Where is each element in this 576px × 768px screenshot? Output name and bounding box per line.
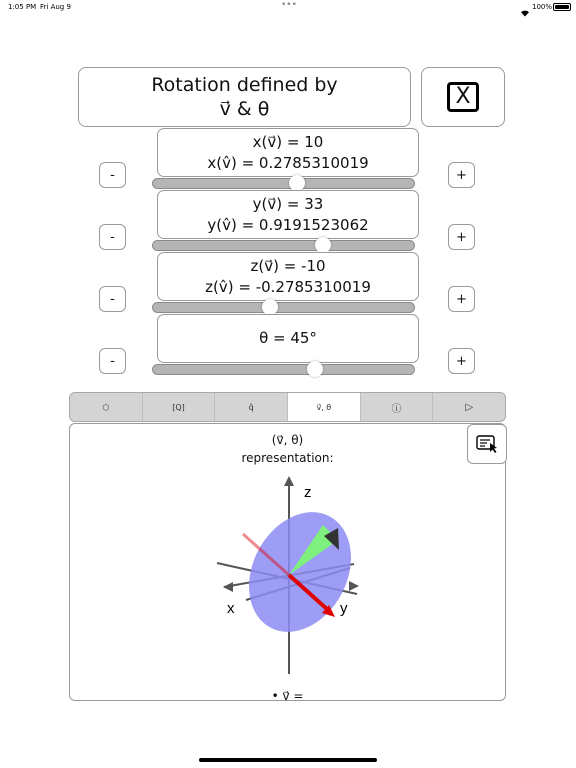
panel-heading-1: (v⃗, θ) bbox=[271, 433, 304, 447]
y-vector-value: y(v⃗) = 33 bbox=[252, 194, 324, 213]
axis-angle-icon: v⃗, θ bbox=[316, 402, 332, 412]
status-time: 1:05 PM bbox=[8, 3, 37, 11]
theta-slider[interactable] bbox=[152, 364, 415, 375]
tab-info[interactable] bbox=[361, 393, 434, 421]
info-icon: ⓘ bbox=[391, 403, 402, 415]
wifi-icon bbox=[520, 2, 530, 10]
representation-panel bbox=[69, 423, 506, 701]
panel-heading-2: representation: bbox=[241, 451, 334, 465]
tab-play[interactable] bbox=[433, 393, 505, 421]
battery-icon bbox=[553, 3, 571, 11]
representation-tab-bar bbox=[69, 392, 506, 422]
y-axis-arrowhead bbox=[349, 581, 359, 591]
x-minus-button[interactable]: - bbox=[99, 162, 126, 188]
y-slider-thumb[interactable] bbox=[315, 237, 331, 253]
play-icon: ▷ bbox=[465, 401, 474, 413]
y-slider[interactable] bbox=[152, 240, 415, 251]
z-unit-value: z(v̂) = -0.2785310019 bbox=[205, 277, 371, 296]
y-axis-label: y bbox=[340, 600, 348, 617]
x-plus-button[interactable]: + bbox=[448, 162, 475, 188]
theta-value-card bbox=[157, 314, 419, 363]
close-icon: X bbox=[447, 82, 479, 112]
z-slider-thumb[interactable] bbox=[262, 299, 278, 315]
z-value-card bbox=[157, 252, 419, 301]
theta-value: θ = 45° bbox=[259, 329, 317, 347]
x-value-card bbox=[157, 128, 419, 177]
battery-percent: 100% bbox=[532, 3, 553, 11]
z-slider[interactable] bbox=[152, 302, 415, 313]
tab-cube[interactable] bbox=[70, 393, 143, 421]
theta-plus-button[interactable]: + bbox=[448, 348, 475, 374]
home-indicator[interactable] bbox=[199, 758, 377, 762]
title-line-1: Rotation defined by bbox=[151, 74, 338, 96]
theta-slider-thumb[interactable] bbox=[307, 361, 323, 377]
x-slider[interactable] bbox=[152, 178, 415, 189]
z-axis-label: z bbox=[304, 484, 312, 501]
y-minus-button[interactable]: - bbox=[99, 224, 126, 250]
rotation-diagram bbox=[70, 424, 507, 702]
y-unit-value: y(v̂) = 0.9191523062 bbox=[207, 215, 369, 234]
x-axis-arrowhead bbox=[223, 582, 233, 592]
close-button[interactable] bbox=[421, 67, 505, 127]
tab-quaternion[interactable] bbox=[215, 393, 288, 421]
x-axis-label: x bbox=[227, 600, 235, 617]
tab-axis-angle[interactable] bbox=[288, 393, 361, 421]
matrix-icon: [Q] bbox=[172, 402, 185, 412]
multitasking-dots[interactable]: ••• bbox=[281, 0, 297, 10]
cube-icon: ⬡ bbox=[102, 402, 110, 412]
vector-footer: • v⃗ = bbox=[271, 689, 304, 703]
title-line-2: v⃗ & θ bbox=[219, 98, 270, 120]
rotation-disc bbox=[229, 494, 371, 649]
z-axis-arrowhead bbox=[284, 476, 294, 486]
z-plus-button[interactable]: + bbox=[448, 286, 475, 312]
x-unit-value: x(v̂) = 0.2785310019 bbox=[207, 153, 369, 172]
y-plus-button[interactable]: + bbox=[448, 224, 475, 250]
tab-matrix[interactable] bbox=[143, 393, 216, 421]
z-vector-value: z(v⃗) = -10 bbox=[250, 256, 326, 275]
theta-minus-button[interactable]: - bbox=[99, 348, 126, 374]
x-slider-thumb[interactable] bbox=[289, 175, 305, 191]
y-value-card bbox=[157, 190, 419, 239]
status-date: Fri Aug 9 bbox=[40, 3, 71, 11]
x-vector-value: x(v⃗) = 10 bbox=[252, 132, 324, 151]
quaternion-icon: q̂ bbox=[248, 402, 254, 412]
z-minus-button[interactable]: - bbox=[99, 286, 126, 312]
title-card bbox=[78, 67, 411, 127]
